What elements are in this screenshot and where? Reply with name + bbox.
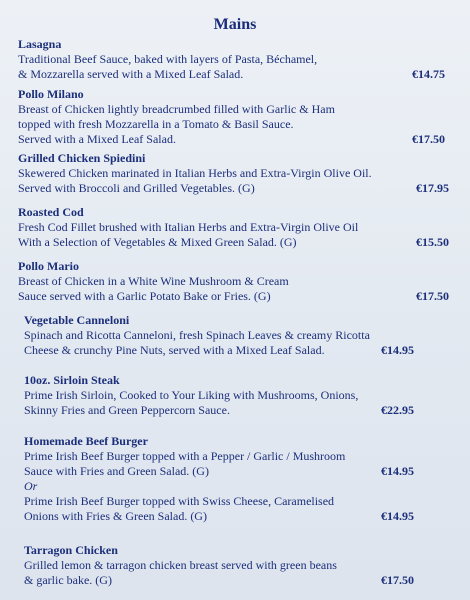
item-description-line: Prime Irish Beef Burger topped with Swiss Cheese, Caramelised [24, 494, 335, 508]
item-description-line: Skinny Fries and Green Peppercorn Sauce. [24, 403, 230, 417]
item-price: €17.50 [416, 289, 449, 303]
item-price: €17.95 [416, 181, 449, 195]
item-description-line: Prime Irish Beef Burger topped with a Pepper / Garlic / Mushroom [24, 449, 346, 463]
item-name: Grilled Chicken Spiedini [18, 151, 146, 165]
item-description-line: Breast of Chicken in a White Wine Mushroom & Cream [18, 274, 289, 288]
item-name: Lasagna [18, 37, 62, 51]
item-price: €17.50 [412, 132, 445, 146]
item-name: Tarragon Chicken [24, 543, 118, 557]
page-title: Mains [213, 16, 257, 33]
item-name: Vegetable Canneloni [24, 313, 130, 327]
item-description-line: & garlic bake. (G) [24, 573, 112, 587]
item-description-line: topped with fresh Mozzarella in a Tomato & Basil Sauce. [18, 117, 294, 131]
menu-item-pollo-mario [18, 259, 458, 304]
item-name: Homemade Beef Burger [24, 434, 148, 448]
item-price-alt: €14.95 [381, 509, 414, 523]
item-description-line: Spinach and Ricotta Canneloni, fresh Spinach Leaves & creamy Ricotta [24, 328, 370, 342]
item-description-line: Prime Irish Sirloin, Cooked to Your Liking with Mushrooms, Onions, [24, 388, 359, 402]
item-description-line: Served with a Mixed Leaf Salad. [18, 132, 176, 146]
item-description-line: Sauce served with a Garlic Potato Bake or Fries. (G) [18, 289, 271, 303]
item-description-line: & Mozzarella served with a Mixed Leaf Salad. [18, 67, 244, 81]
item-name: Roasted Cod [18, 205, 84, 219]
item-description-line: Cheese & crunchy Pine Nuts, served with a Mixed Leaf Salad. [24, 343, 325, 357]
item-description-line: Onions with Fries & Green Salad. (G) [24, 509, 207, 523]
item-price: €14.75 [412, 67, 445, 81]
item-price: €14.95 [381, 343, 414, 357]
item-name: Pollo Mario [18, 259, 79, 273]
item-price: €14.95 [381, 464, 414, 478]
or-separator: Or [24, 479, 38, 493]
item-description-line: Breast of Chicken lightly breadcrumbed filled with Garlic & Ham [18, 102, 335, 116]
item-description-line: Skewered Chicken marinated in Italian Herbs and Extra-Virgin Olive Oil. [18, 166, 372, 180]
item-description-line: With a Selection of Vegetables & Mixed Green Salad. (G) [18, 235, 297, 249]
item-description-line: Served with Broccoli and Grilled Vegetables. (G) [18, 181, 255, 195]
item-price: €22.95 [381, 403, 414, 417]
menu-item-grilled-chicken-spiedini [18, 151, 458, 196]
item-description-line: Grilled lemon & tarragon chicken breast served with green beans [24, 558, 337, 572]
menu-item-lasagna [18, 37, 458, 82]
item-description-line: Sauce with Fries and Green Salad. (G) [24, 464, 209, 478]
menu-item-roasted-cod [18, 205, 458, 250]
item-price: €17.50 [381, 573, 414, 587]
item-description-line: Traditional Beef Sauce, baked with layers of Pasta, Béchamel, [18, 52, 318, 66]
menu-item-vegetable-canneloni [24, 313, 464, 358]
item-name: 10oz. Sirloin Steak [24, 373, 120, 387]
item-name: Pollo Milano [18, 87, 84, 101]
menu-item-tarragon-chicken [24, 543, 464, 588]
item-price: €15.50 [416, 235, 449, 249]
item-description-line: Fresh Cod Fillet brushed with Italian Herbs and Extra-Virgin Olive Oil [18, 220, 359, 234]
menu-item-pollo-milano [18, 87, 458, 147]
menu-item-sirloin-steak [24, 373, 464, 418]
menu-item-homemade-beef-burger [24, 434, 464, 524]
